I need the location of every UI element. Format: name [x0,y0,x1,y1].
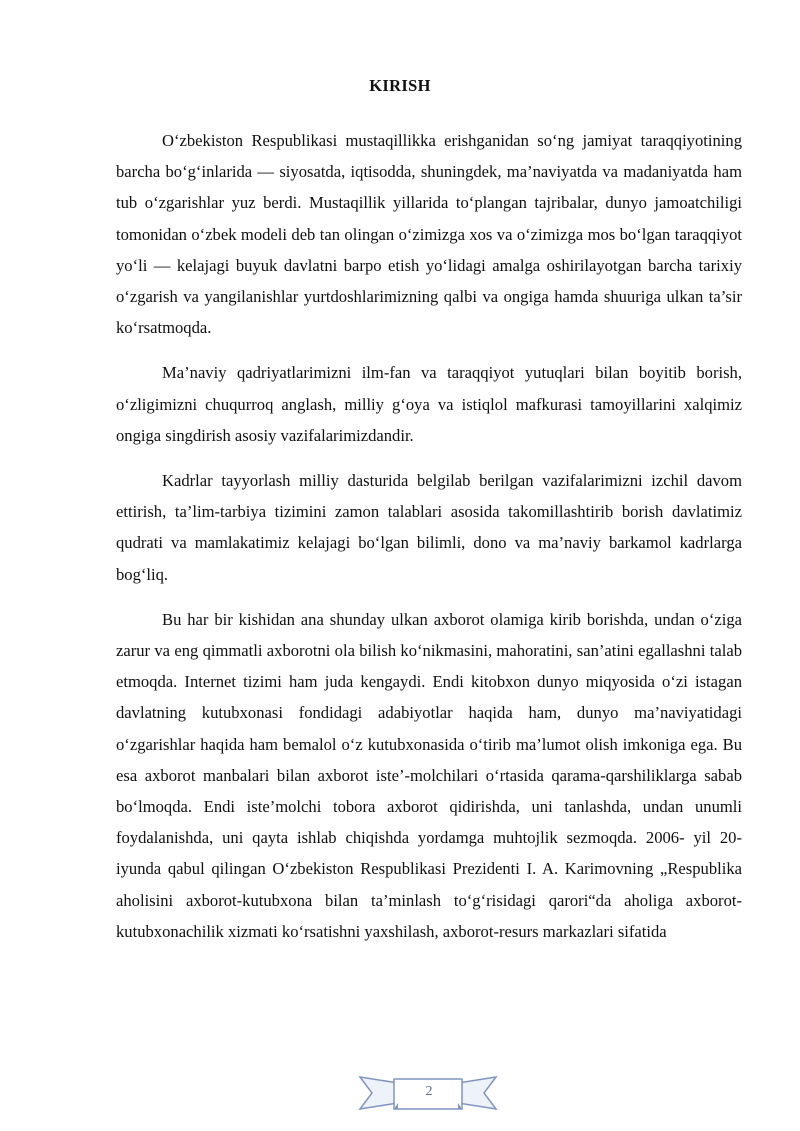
page-number: 2 [425,1084,433,1099]
document-body [116,125,742,961]
paragraph-2: Ma’naviy qadriyatlarimizni ilm-fan va taraqqiyot yutuqlari bilan boyitib borish, o‘zligimizni chuqurroq anglash, milliy g‘oya va istiqlol mafkurasi tamoyillarini xalqimiz ongiga singdirish asosiy vazifalarimizdandir. [116,363,742,445]
page-title: KIRISH [369,76,431,95]
paragraph-1: O‘zbekiston Respublikasi mustaqillikka erishganidan so‘ng jamiyat taraqqiyotining barcha bo‘g‘inlarida — siyosatda, iqtisodda, shuningdek, ma’naviyatda va madaniyatda ham tub o‘zgarishlar yuz berdi. Mustaqillik yillarida to‘plangan tajribalar, dunyo jamoatchiligi tomonidan o‘zbek modeli deb tan olingan o‘zimizga xos va o‘zimizga mos bo‘lgan taraqqiyot yo‘li — kelajagi buyuk davlatni barpo etish yo‘lidagi amalga oshirilayotgan barcha tarixiy o‘zgarish va yangilanishlar yurtdoshlarimizning qalbi va ongiga hamda shuuriga ulkan ta’sir ko‘rsatmoqda. [116,131,742,338]
paragraph-3: Kadrlar tayyorlash milliy dasturida belgilab berilgan vazifalarimizni izchil davom ettirish, ta’lim-tarbiya tizimini zamon talablari asosida takomillashtirib borish davlatimiz qudrati va mamlakatimiz kelajagi bo‘lgan bilimli, dono va ma’naviy barkamol kadrlarga bog‘liq. [116,471,742,584]
paragraph-4: Bu har bir kishidan ana shunday ulkan axborot olamiga kirib borishda, undan o‘ziga zarur va eng qimmatli axborotni ola bilish ko‘nikmasini, mahoratini, san’atini egallashni talab etmoqda. Internet tizimi ham juda kengaydi. Endi kitobxon dunyo miqyosida o‘zi istagan davlatning kutubxonasi fondidagi adabiyotlar haqida ham, dunyo ma’naviyatidagi o‘zgarishlar haqida ham bemalol o‘z kutubxonasida o‘tirib ma’lumot olish imkoniga ega. Bu esa axborot manbalari bilan axborot iste’-molchilari o‘rtasida qarama-qarshiliklarga sabab bo‘lmoqda. Endi iste’molchi tobora axborot qidirishda, uni tanlashda, undan unumli foydalanishda, uni qayta ishlab chiqishda yordamga muhtojlik sezmoqda. 2006- yil 20- iyunda qabul qilingan O‘zbekiston Respublikasi Prezidenti I. A. Karimovning „Respublika aholisini axborot-kutubxona bilan ta’minlash to‘g‘risidagi qarori“da aholiga axborot-kutubxonachilik xizmati ko‘rsatishni yaxshilash, axborot-resurs markazlari sifatida [116,609,742,941]
